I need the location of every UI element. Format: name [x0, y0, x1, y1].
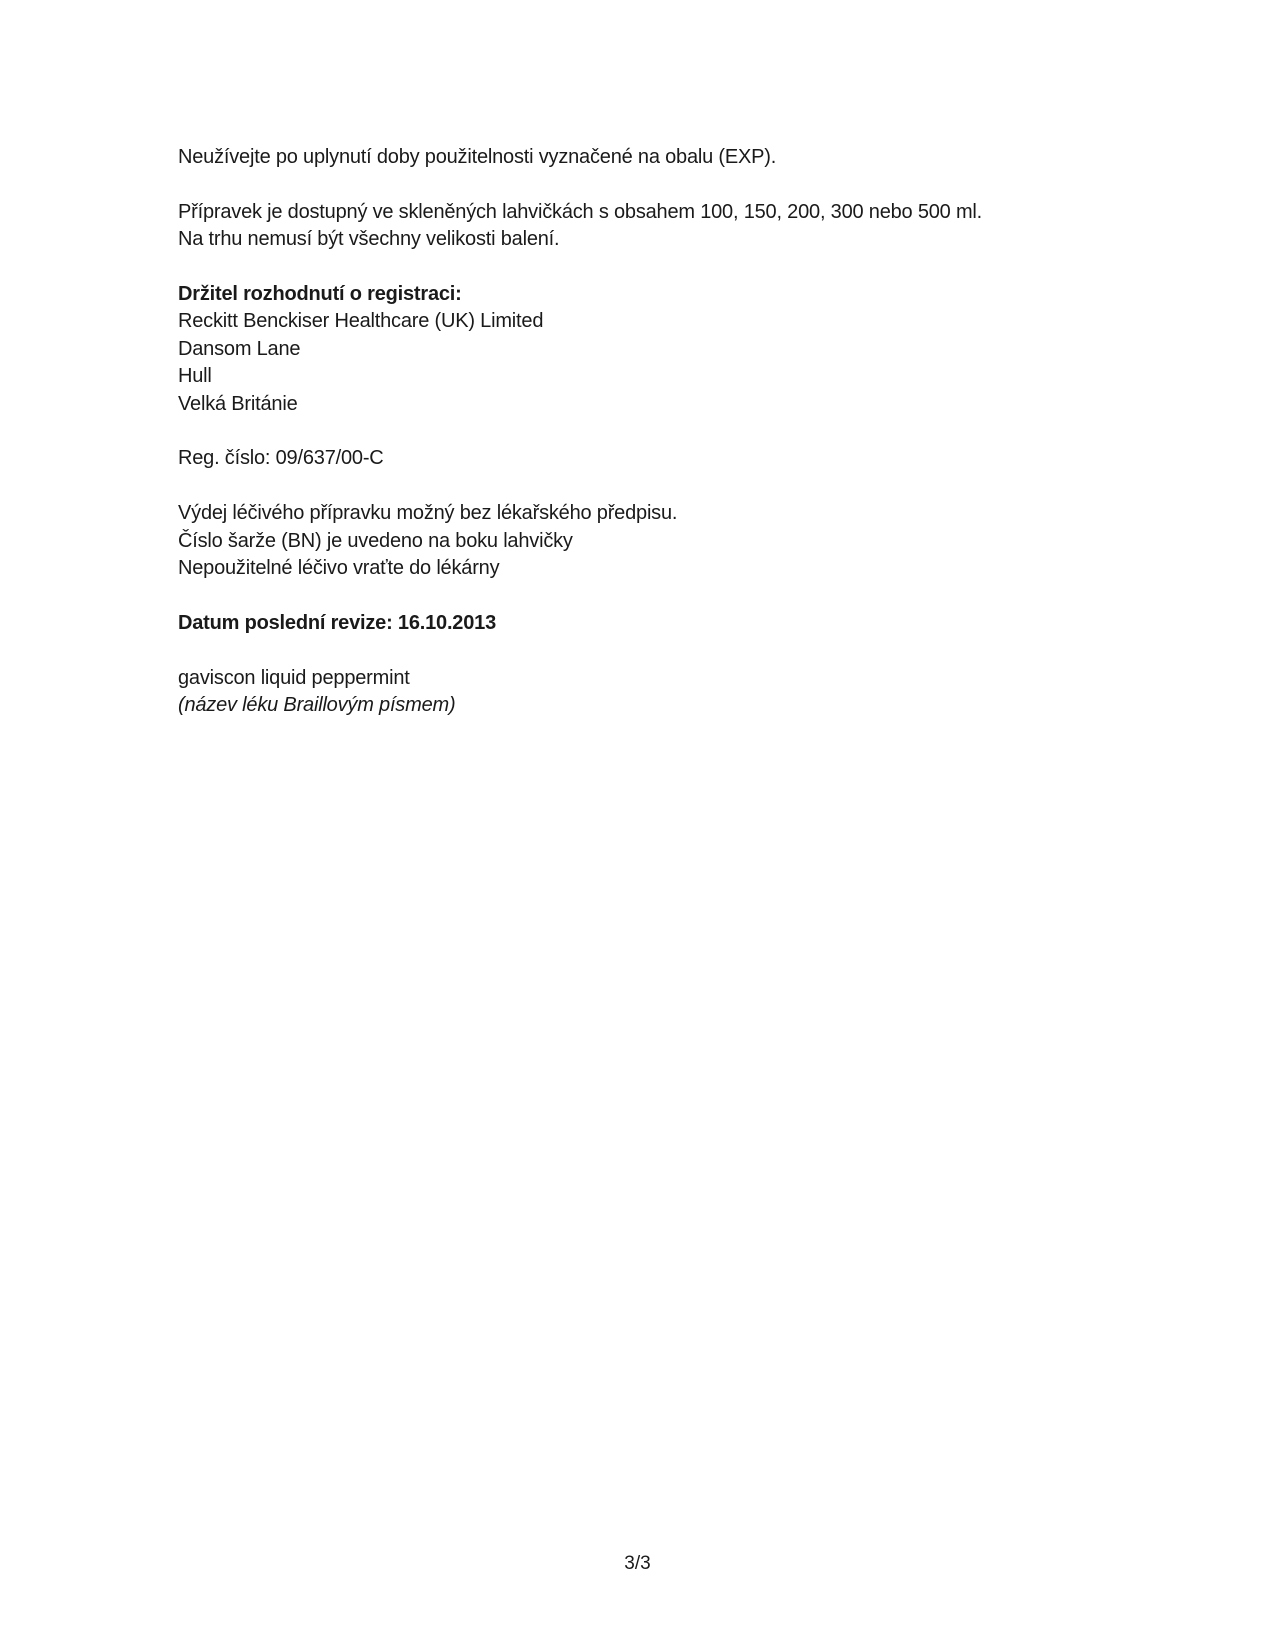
paragraph-revision-date	[178, 610, 1118, 637]
registration-number-text: Reg. číslo: 09/637/00-C	[178, 447, 384, 470]
registration-holder-street: Dansom Lane	[178, 337, 301, 360]
paragraph-packaging	[178, 199, 1118, 254]
document-body	[178, 144, 1118, 747]
dispensing-disposal-text: Nepoužitelné léčivo vraťte do lékárny	[178, 557, 500, 580]
paragraph-expiry	[178, 144, 1118, 171]
paragraph-dispensing	[178, 500, 1118, 582]
braille-note-text: (název léku Braillovým písmem)	[178, 694, 456, 717]
braille-product-name-text: gaviscon liquid peppermint	[178, 666, 410, 689]
registration-holder-country: Velká Británie	[178, 392, 298, 415]
registration-holder-heading: Držitel rozhodnutí o registraci:	[178, 283, 462, 305]
dispensing-batch-text: Číslo šarže (BN) je uvedeno na boku lahvičky	[178, 529, 573, 552]
page-number-text: 3/3	[624, 1553, 651, 1574]
paragraph-registration-holder	[178, 281, 1118, 418]
paragraph-braille-name	[178, 665, 1118, 720]
expiry-text: Neužívejte po uplynutí doby použitelnosti vyznačené na obalu (EXP).	[178, 146, 777, 168]
registration-holder-city: Hull	[178, 365, 212, 388]
dispensing-prescription-text: Výdej léčivého přípravku možný bez lékařského předpisu.	[178, 502, 678, 525]
packaging-availability-text: Na trhu nemusí být všechny velikosti balení.	[178, 228, 560, 251]
packaging-sizes-text: Přípravek je dostupný ve skleněných lahvičkách s obsahem 100, 150, 200, 300 nebo 500 ml.	[178, 200, 983, 223]
page-number	[0, 1551, 1275, 1577]
paragraph-registration-number	[178, 445, 1118, 472]
registration-holder-company: Reckitt Benckiser Healthcare (UK) Limited	[178, 310, 544, 333]
revision-date-text: Datum poslední revize: 16.10.2013	[178, 611, 496, 634]
